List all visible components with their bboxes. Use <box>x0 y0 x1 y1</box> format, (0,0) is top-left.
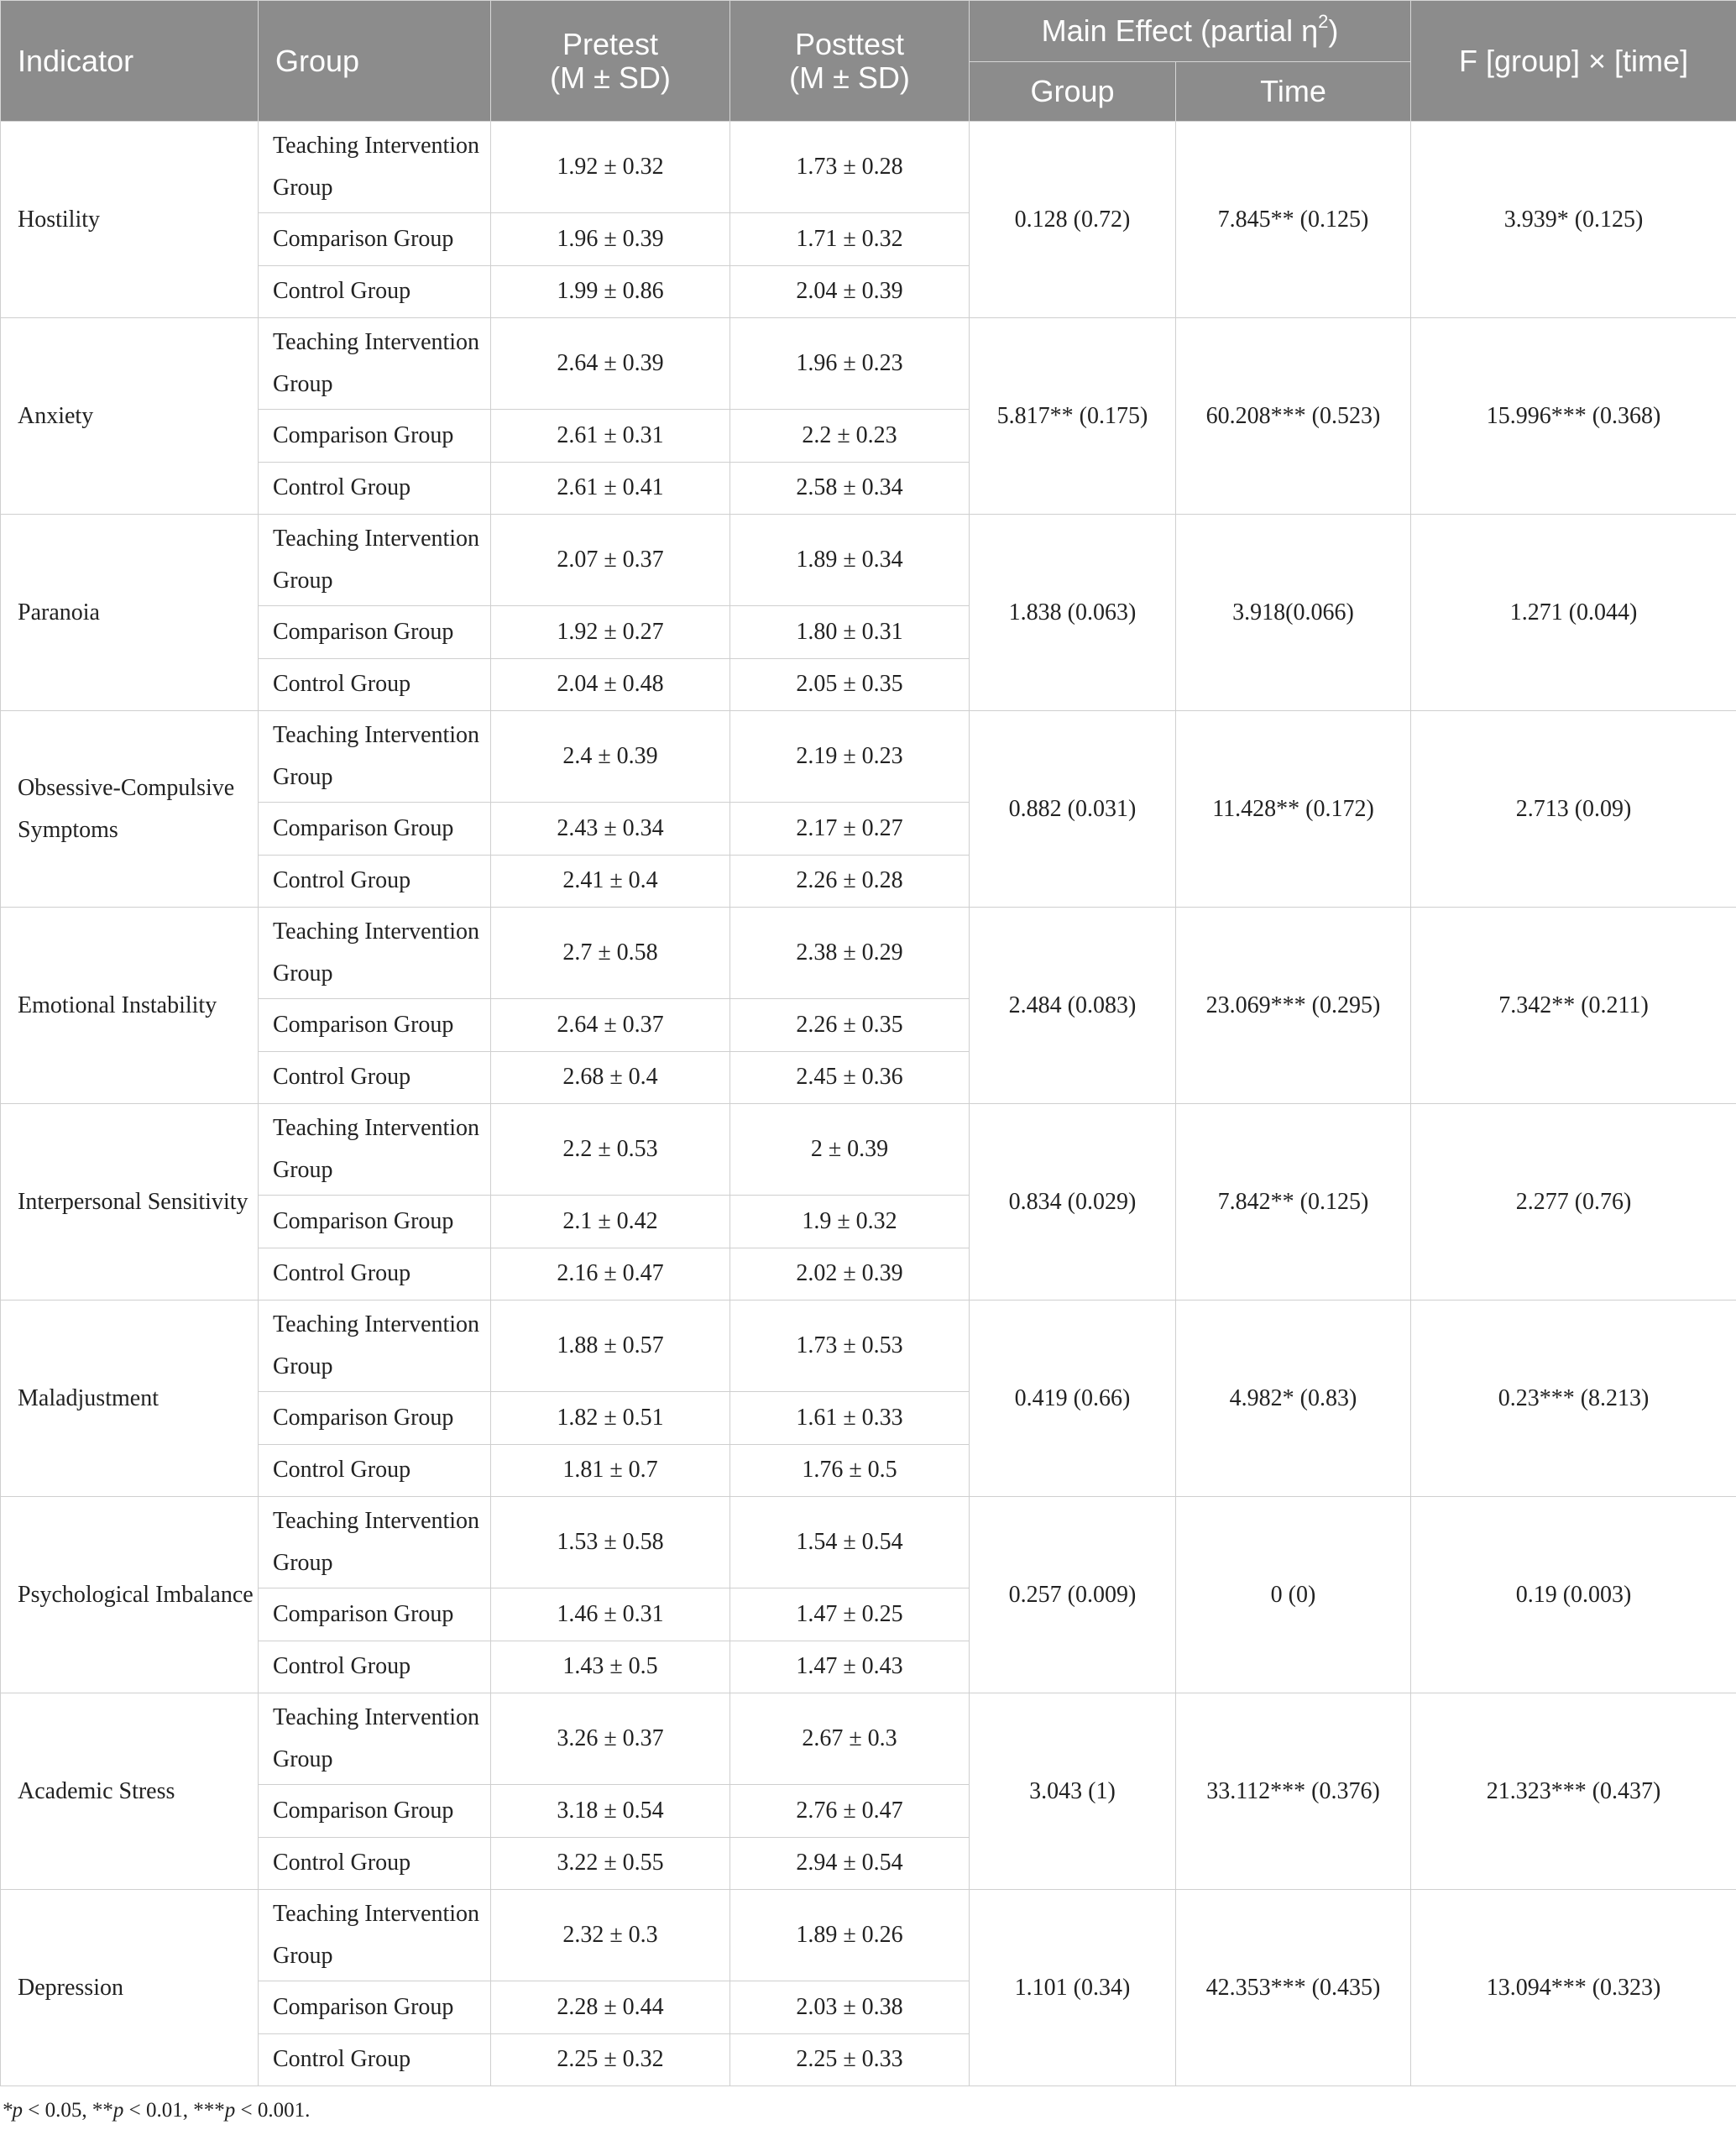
pretest-cell: 2.61 ± 0.31 <box>491 410 730 462</box>
interaction-cell: 0.19 (0.003) <box>1411 1497 1736 1693</box>
posttest-cell: 1.47 ± 0.25 <box>730 1588 970 1641</box>
header-pretest-line2: (M ± SD) <box>550 60 671 95</box>
group-cell: Control Group <box>259 1248 491 1300</box>
indicator-cell: Obsessive-Compulsive Symptoms <box>1 711 259 908</box>
header-pretest <box>491 1 730 122</box>
header-main-effect-sup: 2 <box>1318 11 1329 32</box>
posttest-cell: 1.89 ± 0.26 <box>730 1890 970 1981</box>
pretest-cell: 2.4 ± 0.39 <box>491 711 730 803</box>
pretest-cell: 2.28 ± 0.44 <box>491 1981 730 2033</box>
group-cell: Comparison Group <box>259 999 491 1051</box>
pretest-cell: 1.53 ± 0.58 <box>491 1497 730 1588</box>
time-effect-cell: 42.353*** (0.435) <box>1176 1890 1411 2086</box>
posttest-cell: 1.9 ± 0.32 <box>730 1196 970 1248</box>
pretest-cell: 2.1 ± 0.42 <box>491 1196 730 1248</box>
header-main-effect <box>970 1 1411 62</box>
group-cell: Comparison Group <box>259 410 491 462</box>
time-effect-cell: 60.208*** (0.523) <box>1176 318 1411 515</box>
group-cell: Comparison Group <box>259 1196 491 1248</box>
interaction-cell: 2.713 (0.09) <box>1411 711 1736 908</box>
table-footnote: *p < 0.05, **p < 0.01, ***p < 0.001. <box>2 2099 311 2122</box>
group-cell: Control Group <box>259 1837 491 1889</box>
header-pretest-line1: Pretest <box>562 26 659 61</box>
pretest-cell: 1.96 ± 0.39 <box>491 213 730 265</box>
pretest-cell: 2.64 ± 0.37 <box>491 999 730 1051</box>
time-effect-cell: 23.069*** (0.295) <box>1176 908 1411 1104</box>
group-cell: Comparison Group <box>259 1588 491 1641</box>
posttest-cell: 2.58 ± 0.34 <box>730 462 970 514</box>
posttest-cell: 1.73 ± 0.28 <box>730 122 970 213</box>
pretest-cell: 1.88 ± 0.57 <box>491 1301 730 1392</box>
interaction-cell: 3.939* (0.125) <box>1411 122 1736 318</box>
pretest-cell: 2.07 ± 0.37 <box>491 515 730 606</box>
header-posttest-line1: Posttest <box>794 26 905 61</box>
group-effect-cell: 1.838 (0.063) <box>970 515 1176 711</box>
table-row <box>1 1497 1736 1588</box>
table-row <box>1 1693 1736 1785</box>
header-main-effect-text: Main Effect (partial η <box>1041 13 1319 48</box>
posttest-cell: 1.80 ± 0.31 <box>730 606 970 658</box>
posttest-cell: 2.38 ± 0.29 <box>730 908 970 999</box>
group-effect-cell: 2.484 (0.083) <box>970 908 1176 1104</box>
table-row <box>1 711 1736 803</box>
group-cell: Teaching Intervention Group <box>259 908 491 999</box>
header-posttest <box>730 1 970 122</box>
posttest-cell: 2.45 ± 0.36 <box>730 1051 970 1103</box>
table-row <box>1 122 1736 213</box>
group-effect-cell: 0.419 (0.66) <box>970 1301 1176 1497</box>
group-cell: Control Group <box>259 1051 491 1103</box>
posttest-cell: 1.61 ± 0.33 <box>730 1392 970 1444</box>
indicator-cell: Anxiety <box>1 318 259 515</box>
indicator-cell: Paranoia <box>1 515 259 711</box>
pretest-cell: 2.7 ± 0.58 <box>491 908 730 999</box>
group-cell: Control Group <box>259 855 491 907</box>
interaction-cell: 13.094*** (0.323) <box>1411 1890 1736 2086</box>
group-cell: Control Group <box>259 265 491 317</box>
group-cell: Teaching Intervention Group <box>259 1693 491 1785</box>
group-cell: Comparison Group <box>259 803 491 855</box>
indicator-cell: Emotional Instability <box>1 908 259 1104</box>
pretest-cell: 2.16 ± 0.47 <box>491 1248 730 1300</box>
group-effect-cell: 0.128 (0.72) <box>970 122 1176 318</box>
indicator-cell: Psychological Imbalance <box>1 1497 259 1693</box>
group-cell: Teaching Intervention Group <box>259 1890 491 1981</box>
group-effect-cell: 5.817** (0.175) <box>970 318 1176 515</box>
pretest-cell: 3.26 ± 0.37 <box>491 1693 730 1785</box>
group-effect-cell: 0.882 (0.031) <box>970 711 1176 908</box>
pretest-cell: 3.18 ± 0.54 <box>491 1785 730 1837</box>
posttest-cell: 2.19 ± 0.23 <box>730 711 970 803</box>
posttest-cell: 2 ± 0.39 <box>730 1104 970 1196</box>
indicator-cell: Maladjustment <box>1 1301 259 1497</box>
posttest-cell: 2.76 ± 0.47 <box>730 1785 970 1837</box>
table-body <box>1 122 1736 2086</box>
group-cell: Teaching Intervention Group <box>259 1497 491 1588</box>
indicator-cell: Hostility <box>1 122 259 318</box>
posttest-cell: 2.25 ± 0.33 <box>730 2033 970 2086</box>
group-effect-cell: 1.101 (0.34) <box>970 1890 1176 2086</box>
posttest-cell: 2.2 ± 0.23 <box>730 410 970 462</box>
table-row <box>1 1104 1736 1196</box>
group-cell: Teaching Intervention Group <box>259 515 491 606</box>
group-cell: Comparison Group <box>259 1981 491 2033</box>
interaction-cell: 0.23*** (8.213) <box>1411 1301 1736 1497</box>
posttest-cell: 1.89 ± 0.34 <box>730 515 970 606</box>
pretest-cell: 2.68 ± 0.4 <box>491 1051 730 1103</box>
pretest-cell: 1.99 ± 0.86 <box>491 265 730 317</box>
time-effect-cell: 11.428** (0.172) <box>1176 711 1411 908</box>
group-cell: Control Group <box>259 1641 491 1693</box>
header-group-effect: Group <box>970 62 1176 122</box>
pretest-cell: 1.43 ± 0.5 <box>491 1641 730 1693</box>
pretest-cell: 3.22 ± 0.55 <box>491 1837 730 1889</box>
table-row <box>1 1890 1736 1981</box>
time-effect-cell: 33.112*** (0.376) <box>1176 1693 1411 1890</box>
group-cell: Teaching Intervention Group <box>259 1104 491 1196</box>
table-row <box>1 1301 1736 1392</box>
group-cell: Control Group <box>259 462 491 514</box>
group-cell: Comparison Group <box>259 1392 491 1444</box>
pretest-cell: 2.25 ± 0.32 <box>491 2033 730 2086</box>
posttest-cell: 2.26 ± 0.28 <box>730 855 970 907</box>
pretest-cell: 2.41 ± 0.4 <box>491 855 730 907</box>
pretest-cell: 2.61 ± 0.41 <box>491 462 730 514</box>
interaction-cell: 1.271 (0.044) <box>1411 515 1736 711</box>
group-effect-cell: 0.257 (0.009) <box>970 1497 1176 1693</box>
indicator-cell: Interpersonal Sensitivity <box>1 1104 259 1301</box>
indicator-cell: Academic Stress <box>1 1693 259 1890</box>
posttest-cell: 2.94 ± 0.54 <box>730 1837 970 1889</box>
table-row <box>1 908 1736 999</box>
posttest-cell: 2.04 ± 0.39 <box>730 265 970 317</box>
group-cell: Teaching Intervention Group <box>259 318 491 410</box>
header-main-effect-close: ) <box>1328 13 1339 48</box>
group-effect-cell: 3.043 (1) <box>970 1693 1176 1890</box>
pretest-cell: 1.81 ± 0.7 <box>491 1444 730 1496</box>
time-effect-cell: 3.918(0.066) <box>1176 515 1411 711</box>
posttest-cell: 2.26 ± 0.35 <box>730 999 970 1051</box>
pretest-cell: 1.92 ± 0.27 <box>491 606 730 658</box>
header-posttest-line2: (M ± SD) <box>789 60 910 95</box>
pretest-cell: 2.43 ± 0.34 <box>491 803 730 855</box>
posttest-cell: 2.67 ± 0.3 <box>730 1693 970 1785</box>
table-header <box>1 1 1736 122</box>
header-indicator: Indicator <box>1 1 259 122</box>
posttest-cell: 1.71 ± 0.32 <box>730 213 970 265</box>
table-row <box>1 515 1736 606</box>
time-effect-cell: 0 (0) <box>1176 1497 1411 1693</box>
group-cell: Comparison Group <box>259 606 491 658</box>
group-effect-cell: 0.834 (0.029) <box>970 1104 1176 1301</box>
interaction-cell: 7.342** (0.211) <box>1411 908 1736 1104</box>
posttest-cell: 2.05 ± 0.35 <box>730 658 970 710</box>
indicator-cell: Depression <box>1 1890 259 2086</box>
posttest-cell: 1.76 ± 0.5 <box>730 1444 970 1496</box>
posttest-cell: 1.73 ± 0.53 <box>730 1301 970 1392</box>
group-cell: Teaching Intervention Group <box>259 711 491 803</box>
group-cell: Control Group <box>259 2033 491 2086</box>
group-cell: Teaching Intervention Group <box>259 1301 491 1392</box>
time-effect-cell: 7.842** (0.125) <box>1176 1104 1411 1301</box>
group-cell: Control Group <box>259 658 491 710</box>
pretest-cell: 2.2 ± 0.53 <box>491 1104 730 1196</box>
group-cell: Comparison Group <box>259 1785 491 1837</box>
posttest-cell: 2.02 ± 0.39 <box>730 1248 970 1300</box>
interaction-cell: 21.323*** (0.437) <box>1411 1693 1736 1890</box>
time-effect-cell: 4.982* (0.83) <box>1176 1301 1411 1497</box>
pretest-cell: 1.92 ± 0.32 <box>491 122 730 213</box>
time-effect-cell: 7.845** (0.125) <box>1176 122 1411 318</box>
header-group: Group <box>259 1 491 122</box>
interaction-cell: 2.277 (0.76) <box>1411 1104 1736 1301</box>
group-cell: Teaching Intervention Group <box>259 122 491 213</box>
posttest-cell: 2.17 ± 0.27 <box>730 803 970 855</box>
posttest-cell: 2.03 ± 0.38 <box>730 1981 970 2033</box>
group-cell: Control Group <box>259 1444 491 1496</box>
pretest-cell: 2.32 ± 0.3 <box>491 1890 730 1981</box>
pretest-cell: 2.04 ± 0.48 <box>491 658 730 710</box>
group-cell: Comparison Group <box>259 213 491 265</box>
posttest-cell: 1.96 ± 0.23 <box>730 318 970 410</box>
pretest-cell: 1.46 ± 0.31 <box>491 1588 730 1641</box>
pretest-cell: 2.64 ± 0.39 <box>491 318 730 410</box>
header-interaction: F [group] × [time] <box>1411 1 1736 122</box>
table-row <box>1 318 1736 410</box>
pretest-cell: 1.82 ± 0.51 <box>491 1392 730 1444</box>
header-time-effect: Time <box>1176 62 1411 122</box>
interaction-cell: 15.996*** (0.368) <box>1411 318 1736 515</box>
posttest-cell: 1.47 ± 0.43 <box>730 1641 970 1693</box>
posttest-cell: 1.54 ± 0.54 <box>730 1497 970 1588</box>
